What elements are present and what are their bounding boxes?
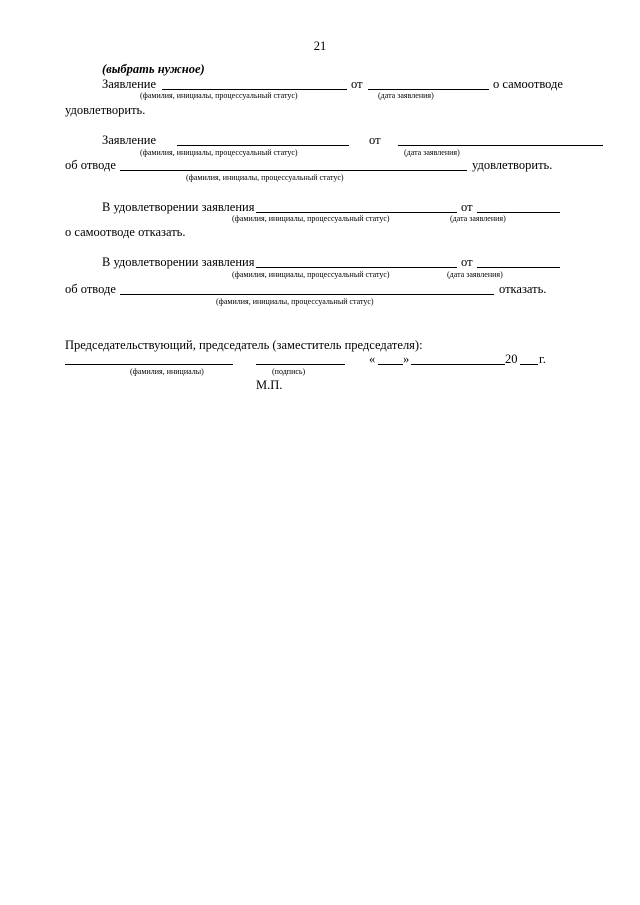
stamp-place: М.П. — [256, 378, 283, 392]
signature-heading: Председательствующий, председатель (заместитель председателя): — [65, 338, 423, 352]
block3-date-field[interactable] — [477, 212, 560, 213]
block2-tail2: удовлетворить. — [472, 158, 553, 172]
block1-tail: о самоотводе — [493, 77, 563, 91]
date-quote-open: « — [369, 352, 376, 366]
signature-sign-field[interactable] — [256, 364, 345, 365]
block3-caption-person: (фамилия, инициалы, процессуальный статус) — [232, 214, 390, 223]
block4-lead: В удовлетворении заявления — [102, 255, 255, 269]
block4-caption-date: (дата заявления) — [447, 270, 503, 279]
block2-lead: Заявление — [102, 133, 157, 147]
date-year-suffix: г. — [539, 352, 546, 366]
block2-lead2: об отводе — [65, 158, 116, 172]
block4-caption-person-2: (фамилия, инициалы, процессуальный статус) — [216, 297, 374, 306]
block4-person-field[interactable] — [256, 267, 457, 268]
block2-caption-date: (дата заявления) — [404, 148, 460, 157]
choose-note: (выбрать нужное) — [102, 62, 205, 76]
block1-person-field[interactable] — [162, 89, 347, 90]
block2-ot: от — [369, 133, 381, 147]
date-year-prefix: 20 — [505, 352, 518, 366]
block3-person-field[interactable] — [256, 212, 457, 213]
block3-lead: В удовлетворении заявления — [102, 200, 255, 214]
signature-name-field[interactable] — [65, 364, 233, 365]
block2-date-field[interactable] — [398, 145, 603, 146]
block4-person-field-2[interactable] — [120, 294, 494, 295]
block2-caption-person: (фамилия, инициалы, процессуальный статус) — [140, 148, 298, 157]
block4-lead2: об отводе — [65, 282, 116, 296]
block4-date-field[interactable] — [477, 267, 560, 268]
date-year-field[interactable] — [520, 364, 538, 365]
block4-ot: от — [461, 255, 473, 269]
block1-ot: от — [351, 77, 363, 91]
block2-person-field[interactable] — [177, 145, 349, 146]
page-number: 21 — [313, 39, 327, 53]
block2-person-field-2[interactable] — [120, 170, 467, 171]
block1-date-field[interactable] — [368, 89, 489, 90]
block1-caption-date: (дата заявления) — [378, 91, 434, 100]
block3-ot: от — [461, 200, 473, 214]
block3-continuation: о самоотводе отказать. — [65, 225, 186, 239]
block3-caption-date: (дата заявления) — [450, 214, 506, 223]
signature-caption-sign: (подпись) — [272, 367, 306, 376]
block1-continuation: удовлетворить. — [65, 103, 146, 117]
block1-lead: Заявление — [102, 77, 157, 91]
block4-tail2: отказать. — [499, 282, 547, 296]
block2-caption-person-2: (фамилия, инициалы, процессуальный статус) — [186, 173, 344, 182]
block4-caption-person: (фамилия, инициалы, процессуальный статус) — [232, 270, 390, 279]
block1-caption-person: (фамилия, инициалы, процессуальный статус) — [140, 91, 298, 100]
date-day-field[interactable] — [378, 364, 403, 365]
signature-caption-name: (фамилия, инициалы) — [130, 367, 204, 376]
date-quote-close: » — [403, 352, 410, 366]
date-month-field[interactable] — [411, 364, 505, 365]
